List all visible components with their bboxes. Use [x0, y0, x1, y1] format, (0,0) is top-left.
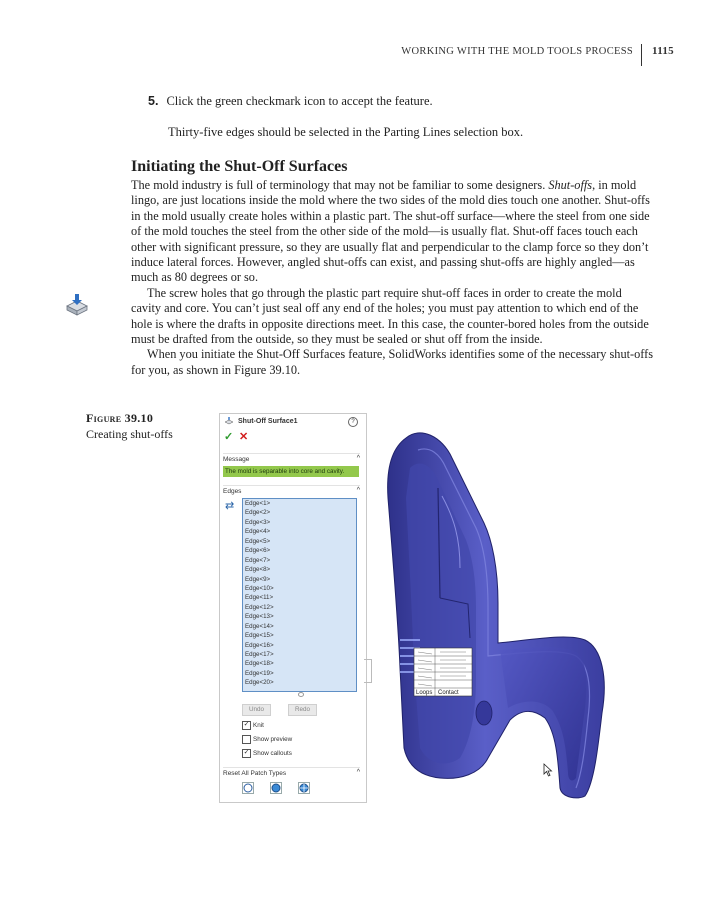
- edge-list-item[interactable]: Edge<13>: [245, 613, 274, 621]
- shut-off-tool-icon: [64, 292, 90, 318]
- running-header: [401, 40, 674, 62]
- edge-list-item[interactable]: Edge<6>: [245, 547, 271, 555]
- shut-off-surface-icon: [224, 417, 234, 426]
- chevron-up-icon[interactable]: ^: [356, 487, 360, 494]
- step-number: 5.: [148, 94, 159, 108]
- edge-list-item[interactable]: Edge<8>: [245, 566, 271, 574]
- shut-off-property-manager: [219, 413, 367, 803]
- resize-handle[interactable]: [298, 692, 304, 697]
- edge-list-item[interactable]: Edge<12>: [245, 603, 274, 611]
- message-box: The mold is separable into core and cavity.: [223, 466, 359, 477]
- knit-label: Knit: [253, 722, 264, 729]
- edge-list-item[interactable]: Edge<4>: [245, 528, 271, 536]
- show-callouts-checkbox[interactable]: [242, 749, 292, 758]
- show-callouts-label: Show callouts: [253, 750, 292, 757]
- contact-patch-icon[interactable]: [270, 782, 282, 794]
- paragraph-1: [131, 178, 653, 286]
- step-text: Click the green checkmark icon to accept the feature.: [166, 94, 433, 108]
- mouse-cursor-icon: [543, 763, 553, 777]
- edge-list-item[interactable]: Edge<15>: [245, 632, 274, 640]
- header-divider: [641, 44, 642, 66]
- message-header-label: Message: [223, 456, 250, 463]
- body-text: [131, 178, 653, 378]
- paragraph-1-rest: , in mold lingo, are just locations inside the mold where the two sides of the mold dies touch one another. Shut-offs in the mold usually create holes within a plastic part. The shut-off surface—where the steel from one side of the mold touches the steel from the other side of the mold—is usually flat. Shut-off faces touch each other with significant pressure, so they are usually flat and perpendicular to the clamp force so they don’t induce lateral forces. However, angled shut-offs can exist, and passing shut-offs are highly angled—as much as 80 degrees or so.: [131, 178, 650, 285]
- edge-list-item[interactable]: Edge<1>: [245, 500, 271, 507]
- redo-button[interactable]: Redo: [288, 704, 317, 716]
- step-5: [148, 94, 433, 109]
- edges-section-header[interactable]: [223, 485, 360, 498]
- callout-col-contact: Contact: [438, 690, 459, 696]
- paragraph-1-start: The mold industry is full of terminology that may not be familiar to some designers.: [131, 178, 549, 192]
- knit-checkbox[interactable]: [242, 721, 264, 730]
- panel-title: [224, 417, 298, 426]
- show-preview-box[interactable]: [242, 735, 251, 744]
- reset-header-label: Reset All Patch Types: [223, 770, 287, 777]
- show-callouts-box[interactable]: ✓: [243, 749, 250, 756]
- edge-list-item[interactable]: Edge<16>: [245, 641, 274, 649]
- edges-selection-list[interactable]: [242, 498, 357, 692]
- tangent-patch-icon[interactable]: [298, 782, 310, 794]
- edge-list-item[interactable]: Edge<19>: [245, 669, 274, 677]
- figure-caption: Creating shut-offs: [86, 427, 173, 441]
- undo-button[interactable]: Undo: [242, 704, 271, 716]
- edge-list-item[interactable]: Edge<18>: [245, 660, 274, 668]
- section-heading: Initiating the Shut-Off Surfaces: [131, 158, 348, 175]
- running-header-title: WORKING WITH THE MOLD TOOLS PROCESS: [401, 45, 633, 57]
- callout-col-loops: Loops: [416, 690, 433, 696]
- edge-list-item[interactable]: Edge<11>: [245, 594, 274, 602]
- reverse-direction-icon[interactable]: ⇄: [225, 500, 235, 512]
- paragraph-2: The screw holes that go through the plastic part require shut-off faces in order to create the mold cavity and core. You can’t just seal off any end of the holes; you must pay attention to which end of the hole is where the drafts in opposite directions meet. In this case, the counter-bored holes from the outside must be drafted from the outside, so they must be sealed or shut off from the inside.: [131, 285, 649, 347]
- shut-off-callout[interactable]: [414, 648, 472, 696]
- edge-list-item[interactable]: Edge<3>: [245, 518, 271, 526]
- figure-label: [86, 411, 173, 442]
- edge-list-item[interactable]: Edge<20>: [245, 679, 274, 687]
- paragraph-3: When you initiate the Shut-Off Surfaces feature, SolidWorks identifies some of the necessary shut-offs for you, as shown in Figure 39.10.: [131, 347, 654, 377]
- edge-list-item[interactable]: Edge<5>: [245, 537, 271, 545]
- edge-list-item[interactable]: Edge<17>: [245, 651, 274, 658]
- checkmark-icon[interactable]: ✓: [224, 431, 234, 443]
- message-section-header[interactable]: [223, 453, 360, 466]
- x-icon[interactable]: ✕: [239, 431, 249, 443]
- show-preview-checkbox[interactable]: [242, 735, 292, 744]
- edge-list-item[interactable]: Edge<14>: [245, 622, 274, 630]
- knit-box[interactable]: ✓: [243, 721, 250, 728]
- edges-header-label: Edges: [223, 488, 242, 495]
- panel-title-text: Shut-Off Surface1: [238, 418, 298, 425]
- show-preview-label: Show preview: [253, 736, 293, 743]
- term-shut-offs: Shut-offs: [548, 178, 593, 192]
- mold-part-rendering: [380, 428, 640, 800]
- figure-number: Figure 39.10: [86, 411, 154, 425]
- no-fill-patch-icon[interactable]: [242, 782, 254, 794]
- help-icon[interactable]: ?: [348, 417, 358, 427]
- chevron-up-icon[interactable]: ^: [356, 455, 360, 462]
- edge-list-item[interactable]: Edge<2>: [245, 509, 271, 517]
- edge-list-item[interactable]: Edge<9>: [245, 575, 271, 583]
- edge-list-item[interactable]: Edge<7>: [245, 556, 271, 564]
- page-number: 1115: [652, 45, 674, 57]
- step-note: Thirty-five edges should be selected in the Parting Lines selection box.: [168, 125, 524, 139]
- chevron-up-icon[interactable]: ^: [356, 769, 360, 776]
- panel-splitter[interactable]: [364, 659, 372, 683]
- edge-list-item[interactable]: Edge<10>: [245, 584, 274, 592]
- reset-patch-types-header[interactable]: [223, 767, 360, 780]
